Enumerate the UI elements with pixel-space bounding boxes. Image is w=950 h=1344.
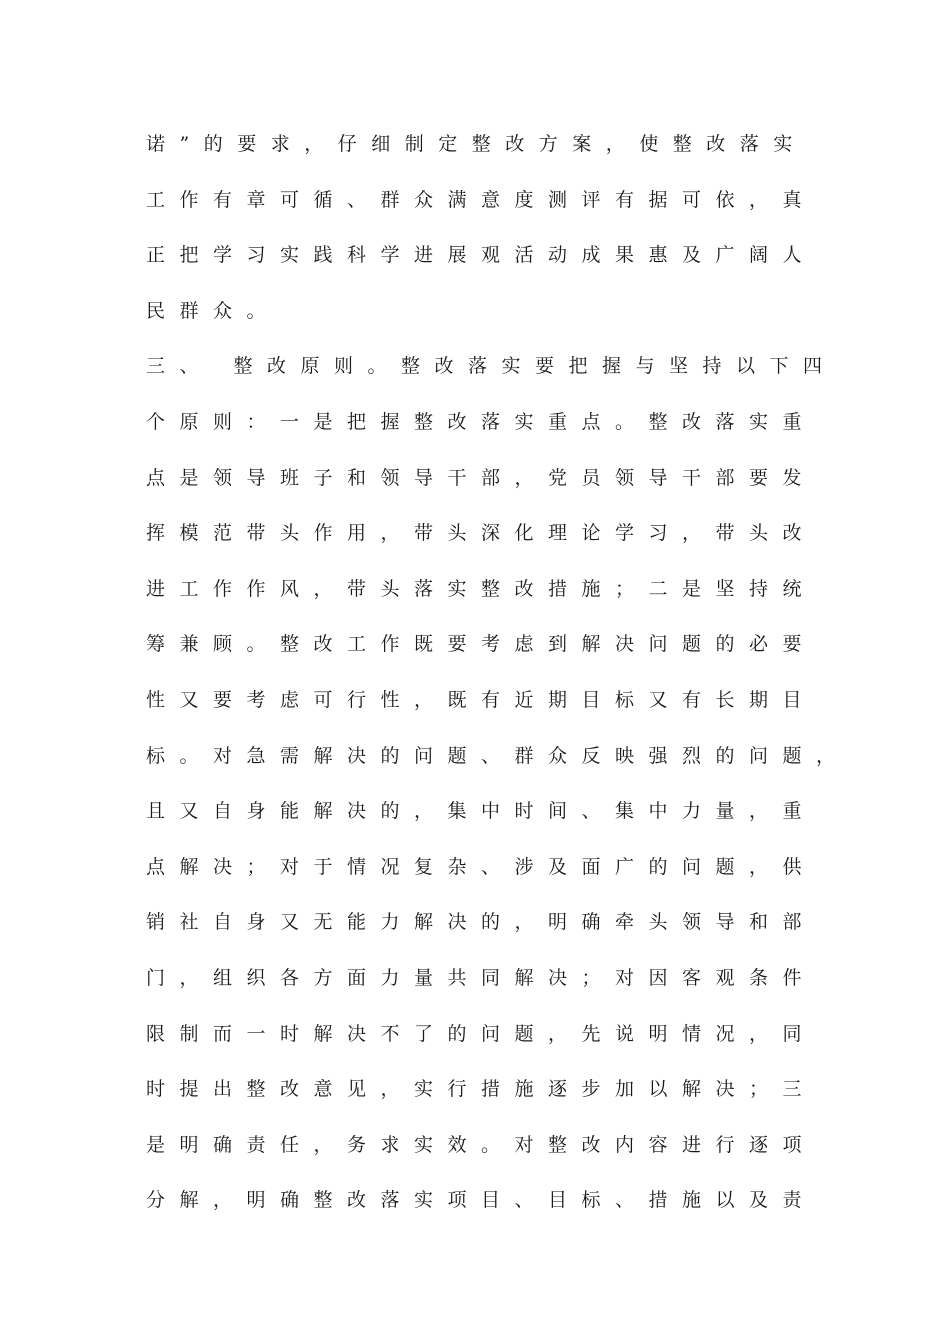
text-line: 分解，明确整改落实项目、目标、措施以及责: [146, 1189, 817, 1212]
body-text: [146, 128, 850, 1240]
text-line: 限制而一时解决不了的问题，先说明情况，同: [146, 1022, 817, 1045]
section-heading-line: 三、 整改原则。整改落实要把握与坚持以下四: [146, 355, 837, 378]
text-line: 标。对急需解决的问题、群众反映强烈的问题，: [146, 744, 850, 767]
text-line: 工作有章可循、群众满意度测评有据可依，真: [146, 188, 817, 211]
text-line: 筹兼顾。整改工作既要考虑到解决问题的必要: [146, 633, 817, 656]
text-line: 进工作作风，带头落实整改措施；二是坚持统: [146, 577, 817, 600]
text-line: 正把学习实践科学进展观活动成果惠及广阔人: [146, 244, 817, 267]
text-line: 时提出整改意见，实行措施逐步加以解决；三: [146, 1078, 817, 1101]
text-line: 且又自身能解决的，集中时间、集中力量，重: [146, 800, 817, 823]
text-line: 门，组织各方面力量共同解决；对因客观条件: [146, 966, 817, 989]
text-line: 销社自身又无能力解决的，明确牵头领导和部: [146, 911, 817, 934]
text-line: 点是领导班子和领导干部，党员领导干部要发: [146, 466, 817, 489]
text-line: 个原则：一是把握整改落实重点。整改落实重: [146, 410, 817, 433]
text-line: 诺”的要求，仔细制定整改方案，使整改落实: [146, 133, 807, 155]
text-line: 性又要考虑可行性，既有近期目标又有长期目: [146, 688, 817, 711]
text-line: 挥模范带头作用，带头深化理论学习，带头改: [146, 522, 817, 545]
text-line: 点解决；对于情况复杂、涉及面广的问题，供: [146, 855, 817, 878]
text-line: 是明确责任，务求实效。对整改内容进行逐项: [146, 1133, 817, 1156]
text-line: 民群众。: [146, 299, 281, 322]
